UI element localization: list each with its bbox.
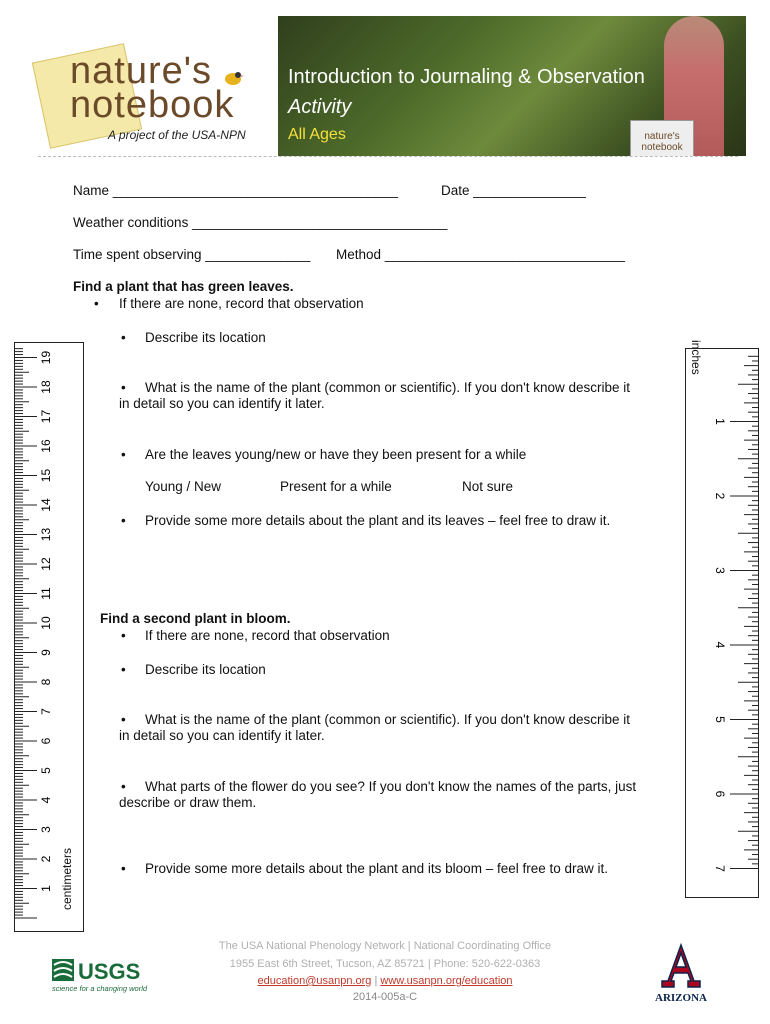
bullet-icon: • — [121, 779, 126, 794]
inch-ruler — [685, 340, 759, 898]
footer-sep: | — [371, 975, 381, 987]
inch-number: 1 — [712, 418, 727, 425]
bullet-icon: • — [121, 861, 126, 876]
cm-number: 3 — [39, 826, 54, 833]
inch-number: 2 — [712, 492, 727, 500]
usgs-logo-text: USGS — [78, 959, 141, 984]
cm-number: 17 — [39, 409, 54, 424]
section1-item: What is the name of the plant (common or scientific). If you don't know describe it — [145, 380, 631, 395]
section1-item: Describe its location — [145, 330, 266, 345]
section2-item: Provide some more details about the plant and its bloom – feel free to draw it. — [145, 861, 609, 876]
section2-heading: Find a second plant in bloom. — [100, 611, 291, 626]
cm-number: 6 — [39, 737, 54, 745]
section1-item: If there are none, record that observation — [119, 296, 364, 311]
option-present[interactable]: Present for a while — [280, 479, 392, 494]
bullet-icon: • — [121, 447, 126, 462]
cm-number: 18 — [39, 380, 54, 394]
inch-number: 3 — [712, 567, 727, 574]
header-divider — [38, 156, 738, 157]
cm-number: 15 — [39, 468, 54, 483]
section1-item-cont: in detail so you can identify it later. — [119, 396, 325, 411]
arizona-text: ARIZONA — [655, 992, 707, 1004]
section1-item: Provide some more details about the plant and its leaves – feel free to draw it. — [145, 513, 611, 528]
header-banner — [278, 16, 746, 156]
usgs-tagline: science for a changing world — [52, 984, 148, 993]
date-field[interactable]: Date _______________ — [441, 183, 586, 198]
footer-links — [135, 975, 635, 987]
inch-number: 7 — [712, 865, 727, 872]
cm-number: 7 — [39, 708, 54, 715]
inch-number: 4 — [712, 641, 727, 649]
footer-org: The USA National Phenology Network | National Coordinating Office — [218, 940, 552, 952]
doc-code: 2014-005a-C — [352, 991, 418, 1003]
cm-number: 8 — [39, 678, 54, 686]
email-link[interactable]: education@usanpn.org — [257, 975, 372, 987]
section2-item-cont: in detail so you can identify it later. — [119, 728, 325, 743]
cm-number: 5 — [39, 767, 54, 774]
ages-label: All Ages — [288, 126, 346, 143]
footer-address: 1955 East 6th Street, Tucson, AZ 85721 | Phone: 520-622-0363 — [229, 958, 541, 970]
logo-word-natures: nature's — [70, 50, 213, 92]
bird-icon — [222, 68, 244, 88]
option-not-sure[interactable]: Not sure — [462, 479, 514, 494]
cm-number: 12 — [39, 557, 54, 571]
clipboard-graphic: nature's notebook — [630, 120, 694, 156]
cm-number: 11 — [39, 587, 54, 600]
bullet-icon: • — [121, 380, 126, 395]
cm-number: 9 — [39, 649, 54, 656]
section2-item-cont: describe or draw them. — [119, 795, 257, 810]
bullet-icon: • — [94, 296, 99, 311]
arizona-logo — [650, 943, 712, 1005]
section2-item: Describe its location — [145, 662, 266, 677]
education-link[interactable]: www.usanpn.org/education — [380, 975, 513, 987]
method-field[interactable]: Method ________________________________ — [336, 247, 626, 262]
option-young-new[interactable]: Young / New — [145, 479, 222, 494]
centimeter-ruler — [14, 342, 84, 932]
cm-number: 2 — [39, 855, 54, 863]
cm-number: 13 — [39, 527, 54, 542]
logo-subtitle: A project of the USA-NPN — [108, 128, 246, 142]
time-field[interactable]: Time spent observing ______________ — [73, 247, 311, 262]
cm-number: 14 — [39, 498, 54, 512]
inch-number: 5 — [712, 716, 727, 723]
cm-number: 16 — [39, 439, 54, 453]
section2-item: If there are none, record that observation — [145, 628, 390, 643]
logo-word-notebook: notebook — [70, 84, 235, 126]
cm-ruler-label: centimeters — [60, 847, 74, 910]
bullet-icon: • — [121, 513, 126, 528]
bullet-icon: • — [121, 628, 126, 643]
bullet-icon: • — [121, 662, 126, 677]
inch-number: 6 — [712, 790, 727, 798]
cm-number: 10 — [39, 616, 54, 630]
cm-number: 19 — [39, 350, 54, 365]
section2-item: What parts of the flower do you see? If you don't know the names of the parts, just — [145, 779, 637, 794]
page-title: Introduction to Journaling & Observation — [288, 66, 645, 88]
page-title-activity: Activity — [288, 96, 352, 118]
section2-item: What is the name of the plant (common or scientific). If you don't know describe it — [145, 712, 631, 727]
cm-number: 4 — [39, 796, 54, 804]
section1-heading: Find a plant that has green leaves. — [73, 279, 294, 294]
inch-tick-marks — [686, 349, 758, 897]
inch-ruler-label: inches — [689, 340, 703, 375]
cm-number: 1 — [39, 885, 54, 892]
bullet-icon: • — [121, 330, 126, 345]
section1-item: Are the leaves young/new or have they been present for a while — [145, 447, 527, 462]
bullet-icon: • — [121, 712, 126, 727]
name-field[interactable]: Name ______________________________________ — [73, 183, 399, 198]
weather-field[interactable]: Weather conditions __________________________________ — [73, 215, 448, 230]
